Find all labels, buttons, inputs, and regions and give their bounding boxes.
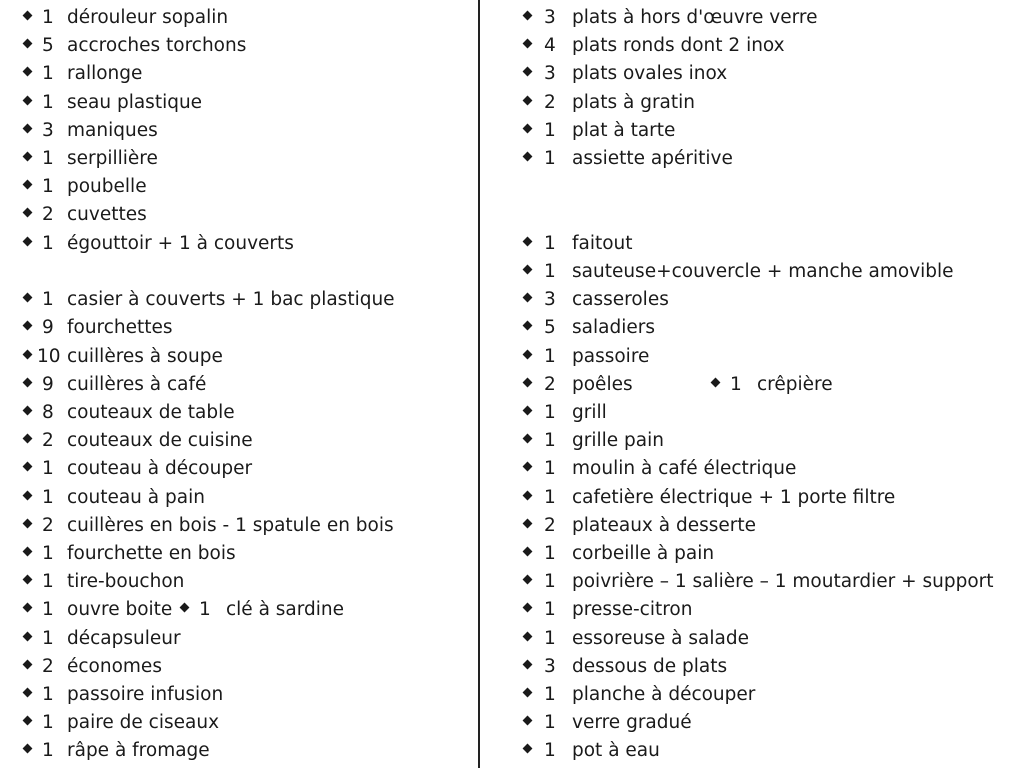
item-quantity: 3 [42,120,54,141]
list-item [0,33,470,59]
item-quantity: 2 [42,204,54,225]
item-label: rallonge [67,63,143,84]
bullet-icon [523,688,533,698]
list-item [490,372,1024,398]
bullet-icon [523,152,533,162]
item-quantity: 1 [42,599,54,620]
item-quantity: 1 [42,571,54,592]
item-label: verre gradué [572,712,692,733]
item-label: poêles [572,374,633,395]
bullet-icon [523,575,533,585]
item-label: assiette apéritive [572,148,733,169]
list-item [490,626,1024,652]
bullet-icon [523,406,533,416]
item-label: corbeille à pain [572,543,715,564]
item-quantity: 1 [544,261,556,282]
list-item [490,456,1024,482]
bullet-icon [23,491,33,501]
list-item [0,344,470,370]
list-item [490,344,1024,370]
item-label: plats à hors d'œuvre verre [572,7,818,28]
item-label: économes [67,656,162,677]
bullet-icon [23,575,33,585]
list-item [0,315,470,341]
item-quantity: 2 [42,656,54,677]
list-item [0,400,470,426]
item-label: poubelle [67,176,147,197]
item-quantity: 2 [544,374,556,395]
bullet-icon [523,519,533,529]
item-quantity: 10 [37,346,61,367]
list-item [490,61,1024,87]
list-item [0,738,470,764]
list-item [0,231,470,257]
item-quantity: 1 [42,148,54,169]
item-quantity: 1 [544,628,556,649]
item-quantity: 1 [544,430,556,451]
bullet-icon [23,11,33,21]
bullet-icon [523,462,533,472]
item-label: passoire [572,346,650,367]
list-item [0,5,470,31]
item-label: cuvettes [67,204,147,225]
item-quantity: 1 [42,63,54,84]
bullet-icon [523,350,533,360]
bullet-icon [711,378,721,388]
item-quantity: 9 [42,317,54,338]
item-quantity: 5 [42,35,54,56]
list-item [490,428,1024,454]
bullet-icon [523,660,533,670]
item-label: paire de ciseaux [67,712,220,733]
list-item [490,485,1024,511]
item-label: pot à eau [572,740,660,761]
item-label: couteau à pain [67,487,205,508]
item-label: râpe à fromage [67,740,210,761]
list-item [0,541,470,567]
item-label: crêpière [757,374,833,395]
item-label: égouttoir + 1 à couverts [67,233,294,254]
bullet-icon [23,67,33,77]
list-item [490,259,1024,285]
item-label: fourchette en bois [67,543,236,564]
item-quantity: 5 [544,317,556,338]
bullet-icon [523,321,533,331]
item-label: poivrière – 1 salière – 1 moutardier + support [572,571,994,592]
list-item [0,597,470,623]
item-label: couteau à découper [67,458,253,479]
list-item [0,428,470,454]
list-item [0,202,470,228]
list-item [0,485,470,511]
bullet-icon [180,603,190,613]
list-item [490,287,1024,313]
item-quantity: 1 [544,458,556,479]
item-quantity: 1 [544,233,556,254]
bullet-icon [523,293,533,303]
item-label: faitout [572,233,633,254]
item-quantity: 3 [544,289,556,310]
list-item [0,61,470,87]
item-label: couteaux de cuisine [67,430,253,451]
item-label: plateaux à desserte [572,515,756,536]
item-quantity: 1 [42,458,54,479]
bullet-icon [523,96,533,106]
item-label: presse-citron [572,599,693,620]
item-label: cuillères à café [67,374,207,395]
item-label: plats à gratin [572,92,696,113]
bullet-icon [23,152,33,162]
column-divider [478,0,480,768]
list-item [490,90,1024,116]
bullet-icon [523,265,533,275]
item-label: ouvre boite [67,599,173,620]
bullet-icon [523,124,533,134]
item-quantity: 3 [544,656,556,677]
list-item [0,654,470,680]
bullet-icon [23,744,33,754]
bullet-icon [523,11,533,21]
item-label: cuillères à soupe [67,346,223,367]
item-label: plats ovales inox [572,63,728,84]
bullet-icon [23,716,33,726]
bullet-icon [23,378,33,388]
list-item [490,541,1024,567]
item-label: sauteuse+couvercle + manche amovible [572,261,954,282]
bullet-icon [23,462,33,472]
list-item [490,5,1024,31]
bullet-icon [523,39,533,49]
item-quantity: 1 [544,684,556,705]
bullet-icon [523,237,533,247]
item-label: plats ronds dont 2 inox [572,35,785,56]
item-label: casier à couverts + 1 bac plastique [67,289,395,310]
bullet-icon [23,293,33,303]
list-item [490,513,1024,539]
item-quantity: 8 [42,402,54,423]
item-quantity: 1 [544,346,556,367]
item-quantity: 1 [544,543,556,564]
list-item [0,118,470,144]
item-label: grill [572,402,607,423]
item-quantity: 1 [42,684,54,705]
bullet-icon [523,434,533,444]
item-label: accroches torchons [67,35,247,56]
bullet-icon [523,603,533,613]
item-quantity: 1 [544,571,556,592]
bullet-icon [23,350,33,360]
item-quantity: 1 [42,233,54,254]
bullet-icon [523,744,533,754]
item-label: planche à découper [572,684,756,705]
list-item [0,174,470,200]
item-quantity: 1 [544,599,556,620]
item-label: décapsuleur [67,628,181,649]
item-quantity: 9 [42,374,54,395]
item-quantity: 1 [42,712,54,733]
list-item [490,146,1024,172]
list-item [0,287,470,313]
bullet-icon [523,547,533,557]
list-item [490,654,1024,680]
bullet-icon [23,632,33,642]
item-label: passoire infusion [67,684,224,705]
bullet-icon [23,180,33,190]
bullet-icon [23,547,33,557]
list-item [490,569,1024,595]
bullet-icon [23,519,33,529]
list-item [0,682,470,708]
list-item [490,400,1024,426]
list-item [490,597,1024,623]
list-item [0,90,470,116]
item-label: couteaux de table [67,402,235,423]
bullet-icon [523,378,533,388]
item-quantity: 1 [544,120,556,141]
item-label: fourchettes [67,317,173,338]
item-quantity: 1 [544,487,556,508]
item-quantity: 1 [42,543,54,564]
item-quantity: 4 [544,35,556,56]
bullet-icon [23,96,33,106]
item-quantity: 1 [42,176,54,197]
item-quantity: 1 [544,740,556,761]
item-quantity: 3 [544,63,556,84]
item-label: essoreuse à salade [572,628,749,649]
bullet-icon [23,660,33,670]
item-label: serpillière [67,148,158,169]
list-item [490,710,1024,736]
item-label: plat à tarte [572,120,676,141]
item-label: saladiers [572,317,655,338]
item-label: cafetière électrique + 1 porte filtre [572,487,896,508]
item-label: clé à sardine [226,599,345,620]
item-quantity: 1 [730,374,742,395]
item-label: tire-bouchon [67,571,185,592]
item-quantity: 1 [42,289,54,310]
item-quantity: 1 [42,92,54,113]
item-quantity: 3 [544,7,556,28]
list-item [0,569,470,595]
list-item [0,513,470,539]
bullet-icon [523,67,533,77]
bullet-icon [23,208,33,218]
item-quantity: 1 [544,712,556,733]
bullet-icon [23,688,33,698]
bullet-icon [23,321,33,331]
item-quantity: 1 [199,599,211,620]
item-quantity: 1 [544,402,556,423]
item-quantity: 2 [42,515,54,536]
bullet-icon [23,434,33,444]
item-label: grille pain [572,430,664,451]
list-item [490,33,1024,59]
item-label: casseroles [572,289,669,310]
item-label: seau plastique [67,92,203,113]
bullet-icon [23,39,33,49]
list-item [0,372,470,398]
item-label: maniques [67,120,158,141]
list-item [490,231,1024,257]
item-quantity: 2 [544,515,556,536]
list-item [490,118,1024,144]
list-item [490,315,1024,341]
list-item [0,710,470,736]
bullet-icon [23,603,33,613]
item-quantity: 1 [42,487,54,508]
list-item [0,626,470,652]
item-quantity: 2 [544,92,556,113]
bullet-icon [23,237,33,247]
item-quantity: 1 [544,148,556,169]
item-quantity: 1 [42,7,54,28]
list-item [490,682,1024,708]
bullet-icon [23,406,33,416]
item-label: dérouleur sopalin [67,7,229,28]
bullet-icon [523,632,533,642]
item-label: cuillères en bois - 1 spatule en bois [67,515,394,536]
item-label: dessous de plats [572,656,728,677]
list-item [0,456,470,482]
bullet-icon [523,716,533,726]
item-quantity: 1 [42,740,54,761]
bullet-icon [523,491,533,501]
item-quantity: 2 [42,430,54,451]
bullet-icon [23,124,33,134]
list-item [0,146,470,172]
item-quantity: 1 [42,628,54,649]
list-item [490,738,1024,764]
item-label: moulin à café électrique [572,458,797,479]
